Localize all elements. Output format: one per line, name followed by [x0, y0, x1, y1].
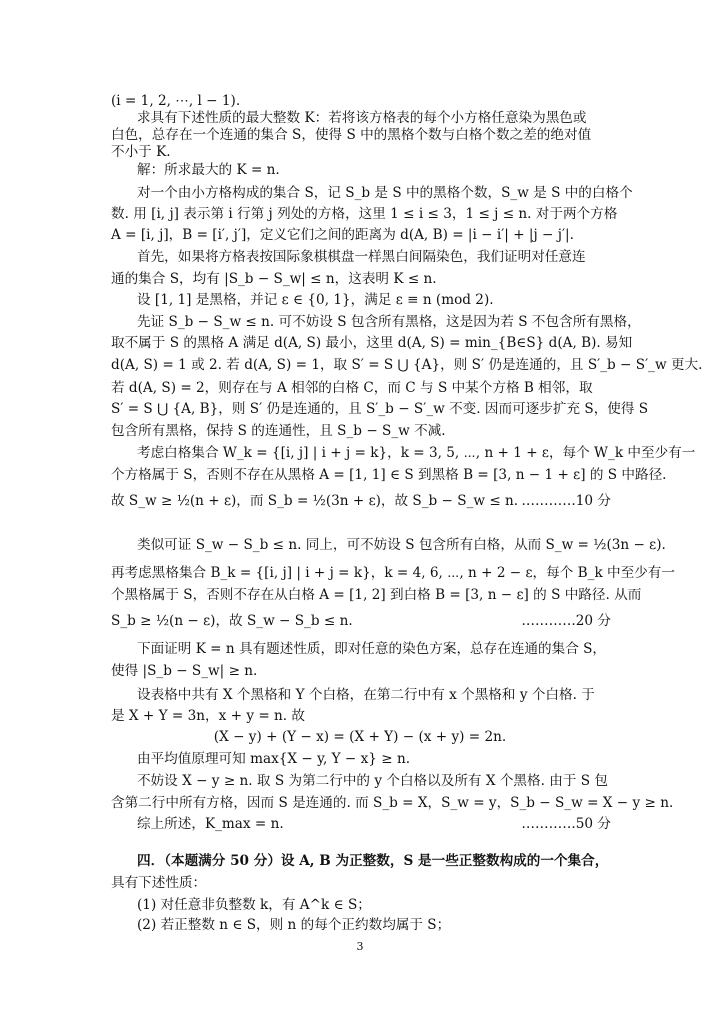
score-marker: …………20 分 — [521, 613, 611, 629]
text-line: 考虑白格集合 W_k = {[i, j] | i + j = k}，k = 3, 5, ⋯, n + 1 + ε，每个 W_k 中至少有一 — [137, 445, 696, 461]
text-line: 求具有下述性质的最大整数 K：若将该方格表的每个小方格任意染为黑色或 — [137, 110, 587, 126]
text-line: 白色，总存在一个连通的集合 S，使得 S 中的黑格个数与白格个数之差的绝对值 — [111, 127, 592, 143]
text-line: 不妨设 X − y ≥ n. 取 S 为第二行中的 y 个白格以及所有 X 个黑格. 由于 S 包 — [137, 773, 608, 789]
text-line: 具有下述性质： — [111, 875, 207, 891]
text-line: 含第二行中所有方格，因而 S 是连通的. 而 S_b = X，S_w = y，S_b − S_w = X − y ≥ n. — [111, 795, 674, 811]
text-line: 下面证明 K = n 具有题述性质，即对任意的染色方案，总存在连通的集合 S， — [137, 641, 607, 657]
text-line: 个黑格属于 S，否则不存在从白格 A = [1, 2] 到白格 B = [3, n − ε] 的 S 中路径. 从而 — [111, 587, 642, 603]
text-line: 包含所有黑格，保持 S 的连通性，且 S_b − S_w 不减. — [111, 423, 446, 439]
conclusion-text: 综上所述，K_max = n. — [137, 816, 284, 832]
text-line: 再考虑黑格集合 B_k = {[i, j] | i + j = k}，k = 4, 6, ⋯, n + 2 − ε，每个 B_k 中至少有一 — [111, 565, 675, 581]
text-line: 个方格属于 S，否则不存在从黑格 A = [1, 1] ∈ S 到黑格 B = [3, n − 1 + ε] 的 S 中路径. — [111, 467, 667, 483]
problem-heading: 四．（本题满分 50 分）设 A, B 为正整数，S 是一些正整数构成的一个集合， — [137, 853, 609, 869]
text-line — [137, 815, 611, 833]
text-line: 对一个由小方格构成的集合 S，记 S_b 是 S 中的黑格个数，S_w 是 S 中的白格个 — [137, 185, 633, 201]
score-marker: …………10 分 — [521, 493, 611, 509]
text-line: 是 X + Y = 3n，x + y = n. 故 — [111, 708, 306, 724]
score-marker: …………50 分 — [521, 816, 611, 832]
text-line: 由平均值原理可知 max{X − y, Y − x} ≥ n. — [137, 751, 411, 767]
text-line: (1) 对任意非负整数 k，有 A^k ∈ S； — [137, 897, 371, 913]
text-line: 取不属于 S 的黑格 A 满足 d(A, S) 最小，这里 d(A, S) = min_{B∈S} d(A, B). 易知 — [111, 335, 633, 351]
equation-text: S_b ≥ ½(n − ε)，故 S_w − S_b ≤ n. — [111, 613, 353, 629]
text-line: (i = 1, 2, ⋯, l − 1). — [111, 93, 241, 109]
text-line: 设表格中共有 X 个黑格和 Y 个白格，在第二行中有 x 个黑格和 y 个白格. 于 — [137, 687, 595, 703]
solution-heading: 解：所求最大的 K = n. — [137, 162, 280, 178]
equation-text: 故 S_w ≥ ½(n + ε)，而 S_b = ½(3n + ε)，故 S_b − S_w ≤ n. — [111, 493, 519, 509]
text-line: 使得 |S_b − S_w| ≥ n. — [111, 663, 258, 679]
text-line — [111, 612, 611, 630]
text-line — [111, 492, 611, 510]
text-line: 不小于 K. — [111, 144, 171, 160]
text-line: 首先，如果将方格表按国际象棋棋盘一样黑白间隔染色，我们证明对任意连 — [137, 249, 586, 265]
text-line: S′ = S ⋃ {A, B}，则 S′ 仍是连通的，且 S′_b − S′_w 不变. 因而可逐步扩充 S，使得 S — [111, 401, 649, 417]
text-line: 数. 用 [i, j] 表示第 i 行第 j 列处的方格，这里 1 ≤ i ≤ 3，1 ≤ j ≤ n. 对于两个方格 — [111, 206, 618, 222]
text-line: 先证 S_b − S_w ≤ n. 可不妨设 S 包含所有黑格，这是因为若 S 不包含所有黑格， — [137, 314, 641, 330]
text-line: 类似可证 S_w − S_b ≤ n. 同上，可不妨设 S 包含所有白格，从而 S_w = ½(3n − ε). — [137, 537, 666, 553]
text-line: A = [i, j]，B = [i′, j′]，定义它们之间的距离为 d(A, B) = |i − i′| + |j − j′|. — [111, 227, 574, 243]
text-line: (2) 若正整数 n ∈ S，则 n 的每个正约数均属于 S； — [137, 917, 451, 933]
display-equation: (X − y) + (Y − x) = (X + Y) − (x + y) = 2n. — [213, 729, 507, 745]
page-number: 3 — [356, 940, 364, 953]
text-line: 若 d(A, S) = 2，则存在与 A 相邻的白格 C，而 C 与 S 中某个方格 B 相邻，取 — [111, 380, 593, 396]
text-line: 设 [1, 1] 是黑格，并记 ε ∈ {0, 1}，满足 ε ≡ n (mod 2). — [137, 292, 494, 308]
text-line: d(A, S) = 1 或 2. 若 d(A, S) = 1，取 S′ = S ⋃ {A}，则 S′ 仍是连通的，且 S′_b − S′_w 更大. — [111, 357, 703, 373]
text-line: 通的集合 S，均有 |S_b − S_w| ≤ n，这表明 K ≤ n. — [111, 271, 437, 287]
